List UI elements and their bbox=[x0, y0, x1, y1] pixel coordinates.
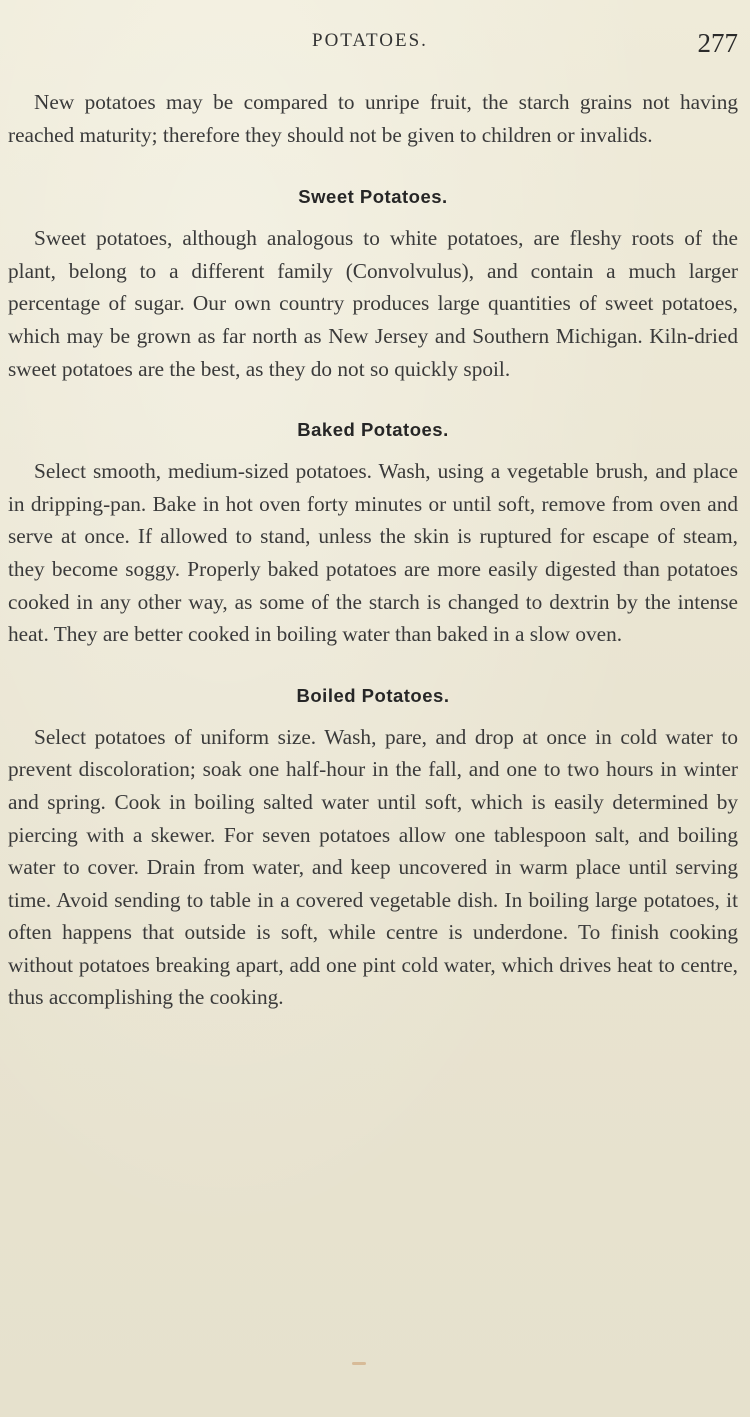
intro-paragraph: New potatoes may be compared to unripe fruit, the starch grains not having reached maturity; therefore they should not be given to children or invalids. bbox=[8, 90, 738, 147]
heading-baked-potatoes: Baked Potatoes. bbox=[297, 419, 449, 441]
running-title: POTATOES. bbox=[312, 30, 428, 51]
boiled-potatoes-paragraph: Select potatoes of uniform size. Wash, pare, and drop at once in cold water to prevent discoloration; soak one half-hour in the fall, and one to two hours in winter and spring. Cook in boiling salted water until soft, which is easily determined by piercing with a skewer. For seven potatoes allow one tablespoon salt, and boiling water to cover. Drain from water, and keep uncovered in warm place until serving time. Avoid sending to table in a covered vegetable dish. In boiling large potatoes, it often happens that outside is soft, while centre is underdone. To finish cooking without potatoes breaking apart, add one pint cold water, which drives heat to centre, thus accomplishing the cooking. bbox=[8, 724, 738, 1010]
page-content bbox=[8, 86, 738, 1014]
page-number: 277 bbox=[697, 28, 738, 58]
heading-sweet-potatoes: Sweet Potatoes. bbox=[298, 186, 448, 208]
heading-boiled-potatoes: Boiled Potatoes. bbox=[296, 684, 450, 706]
page-header bbox=[0, 30, 750, 60]
paper-smudge bbox=[352, 1362, 366, 1365]
baked-potatoes-paragraph: Select smooth, medium-sized potatoes. Wash, using a vegetable brush, and place in dripping-pan. Bake in hot oven forty minutes or until soft, remove from oven and serve at once. If allowed to stand, unless the skin is ruptured for escape of steam, they become soggy. Properly baked potatoes are more easily digested than potatoes cooked in any other way, as some of the starch is changed to dextrin by the intense heat. They are better cooked in boiling water than baked in a slow oven. bbox=[8, 459, 738, 647]
sweet-potatoes-paragraph: Sweet potatoes, although analogous to white potatoes, are fleshy roots of the plant, belong to a different family (Convolvulus), and contain a much larger percentage of sugar. Our own country produces large quantities of sweet potatoes, which may be grown as far north as New Jersey and Southern Michigan. Kiln-dried sweet potatoes are the best, as they do not so quickly spoil. bbox=[8, 226, 738, 381]
